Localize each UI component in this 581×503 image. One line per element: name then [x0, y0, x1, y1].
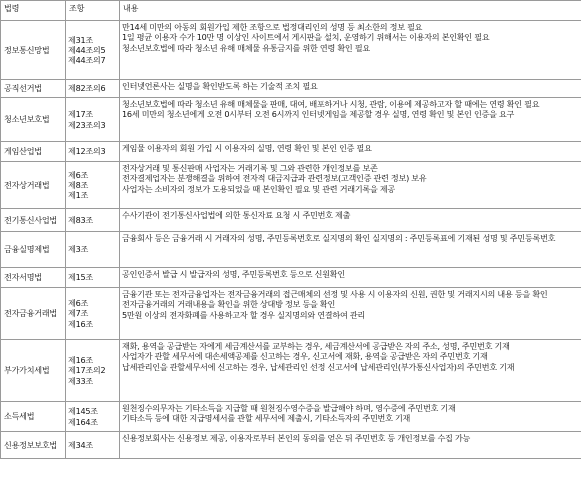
table-row — [1, 98, 581, 142]
content-line: 만14세 미만의 아동의 회원가입 제한 조항으로 법정대리인의 성명 등 최소한의 정보 필요 — [122, 22, 423, 32]
content-cell — [120, 162, 581, 209]
article-cell: 제12조의3 — [66, 142, 120, 162]
content-cell — [120, 288, 581, 340]
article-cell: 제15조 — [66, 268, 120, 288]
article-cell: 제3조 — [66, 232, 120, 268]
content-line: 전자상거래 및 통신판매 사업자는 거래기록 및 그와 관련한 개인정보를 보존 — [122, 163, 378, 173]
content-line: 게임물 이용자의 회원 가입 시 이용자의 실명, 연령 확인 및 본인 인증 필요 — [122, 143, 372, 153]
content-line: 금융회사 등은 금융거래 시 거래자의 성명, 주민등록번호로 실지명의 확인 실지명의 : 주민등록표에 기재된 성명 및 주민등록번호 — [122, 233, 556, 243]
content-line: 인터넷언론사는 실명을 확인받도록 하는 기술적 조치 필요 — [122, 81, 318, 91]
law-name-cell: 공직선거법 — [1, 80, 66, 98]
law-name-cell: 정보통신망법 — [1, 21, 66, 80]
content-cell — [120, 232, 581, 268]
law-name-cell: 전자서명법 — [1, 268, 66, 288]
content-cell — [120, 432, 581, 459]
article-cell: 제31조 제44조의5 제44조의7 — [66, 21, 120, 80]
law-name-cell: 전자상거래법 — [1, 162, 66, 209]
table-row — [1, 142, 581, 162]
law-name-cell: 전자금융거래법 — [1, 288, 66, 340]
content-cell — [120, 80, 581, 98]
article-cell: 제16조 제17조의2 제33조 — [66, 340, 120, 402]
content-line: 사업자는 소비자의 정보가 도용되었을 때 본인확인 필요 및 관련 거래기록을 제공 — [122, 183, 395, 194]
content-line: 청소년보호법에 따라 청소년 유해 매체물을 판매, 대여, 배포하거나 시청, 관람, 이용에 제공하고자 할 때에는 연령 확인 필요 — [122, 99, 540, 109]
content-line: 금융기관 또는 전자금융업자는 전자금융거래의 접근매체의 선정 및 사용 시 이용자의 신원, 권한 및 거래지시의 내용 등을 확인 — [122, 289, 548, 299]
law-name-cell: 청소년보호법 — [1, 98, 66, 142]
content-line: 신용정보회사는 신용정보 제공, 이용자로부터 본인의 동의를 얻은 뒤 주민번호 등 개인정보를 수집 가능 — [122, 433, 471, 443]
content-line: 1일 평균 이용자 수가 10만 명 이상인 사이트에서 게시판을 설치, 운영하기 위해서는 이용자의 본인확인 필요 — [122, 32, 490, 43]
law-name-cell: 소득세법 — [1, 402, 66, 432]
table-body — [1, 21, 581, 459]
article-cell: 제145조 제164조 — [66, 402, 120, 432]
content-cell — [120, 402, 581, 432]
law-name-cell: 게임산업법 — [1, 142, 66, 162]
law-name-cell: 신용정보보호법 — [1, 432, 66, 459]
header-content: 내용 — [120, 1, 581, 21]
table-row — [1, 268, 581, 288]
content-cell — [120, 142, 581, 162]
law-name-cell: 전기통신사업법 — [1, 209, 66, 232]
table-header-row — [1, 1, 581, 21]
content-cell — [120, 21, 581, 80]
content-cell — [120, 340, 581, 402]
law-name-cell: 부가가치세법 — [1, 340, 66, 402]
article-cell: 제17조 제23조의3 — [66, 98, 120, 142]
table-row — [1, 162, 581, 209]
table-row — [1, 21, 581, 80]
content-line: 공인인증서 발급 시 발급자의 성명, 주민등록번호 등으로 신원확인 — [122, 269, 345, 279]
content-line: 수사기관이 전기통신사업법에 의한 통신자료 요청 시 주민번호 제출 — [122, 210, 351, 220]
content-line: 기타소득 등에 대한 지급명세서를 관할 세무서에 제출시, 기타소득자의 주민번호 기재 — [122, 413, 411, 424]
content-line: 청소년보호법에 따라 청소년 유해 매체물 유통금지를 위한 연령 확인 필요 — [122, 42, 370, 53]
law-name-cell: 금융실명제법 — [1, 232, 66, 268]
article-cell: 제82조의6 — [66, 80, 120, 98]
content-line: 납세관리인을 관할세무서에 신고하는 경우, 납세관리인 선정 신고서에 납세관리인(부가통신사업자)의 주민번호 기재 — [122, 361, 515, 372]
content-cell — [120, 98, 581, 142]
article-cell: 제6조 제8조 제1조 — [66, 162, 120, 209]
article-cell: 제83조 — [66, 209, 120, 232]
content-line: 전자금융거래의 거래내용을 확인을 위한 상대방 정보 등을 확인 — [122, 299, 336, 310]
content-line: 재화, 용역을 공급받는 자에게 세금계산서를 교부하는 경우, 세금계산서에 공급받은 자의 주소, 성명, 주민번호 기재 — [122, 341, 510, 351]
content-cell — [120, 268, 581, 288]
content-cell — [120, 209, 581, 232]
table-row — [1, 80, 581, 98]
table-row — [1, 432, 581, 459]
table-row — [1, 288, 581, 340]
header-law: 법령 — [1, 1, 66, 21]
content-line: 원천징수의무자는 기타소득을 지급할 때 원천징수영수증을 발급해야 하며, 영수증에 주민번호 기재 — [122, 403, 456, 413]
table-row — [1, 209, 581, 232]
article-cell: 제6조 제7조 제16조 — [66, 288, 120, 340]
table-row — [1, 402, 581, 432]
content-line: 16세 미만의 청소년에게 오전 0시부터 오전 6시까지 인터넷게임을 제공할 경우 실명, 연령 확인 및 본인 인증을 요구 — [122, 109, 515, 120]
content-line: 사업자가 관할 세무서에 대손세액공제를 신고하는 경우, 신고서에 재화, 용역을 공급받은 자의 주민번호 기재 — [122, 351, 488, 362]
table-row — [1, 232, 581, 268]
article-cell: 제34조 — [66, 432, 120, 459]
content-line: 5만원 이상의 전자화폐를 사용하고자 할 경우 실지명의와 연결하여 관리 — [122, 309, 365, 320]
content-line: 전자결제업자는 분쟁해결을 위하여 전자적 대금지급과 관련정보(고객인증 관련 정보) 보유 — [122, 173, 427, 184]
header-article: 조항 — [66, 1, 120, 21]
table-row — [1, 340, 581, 402]
